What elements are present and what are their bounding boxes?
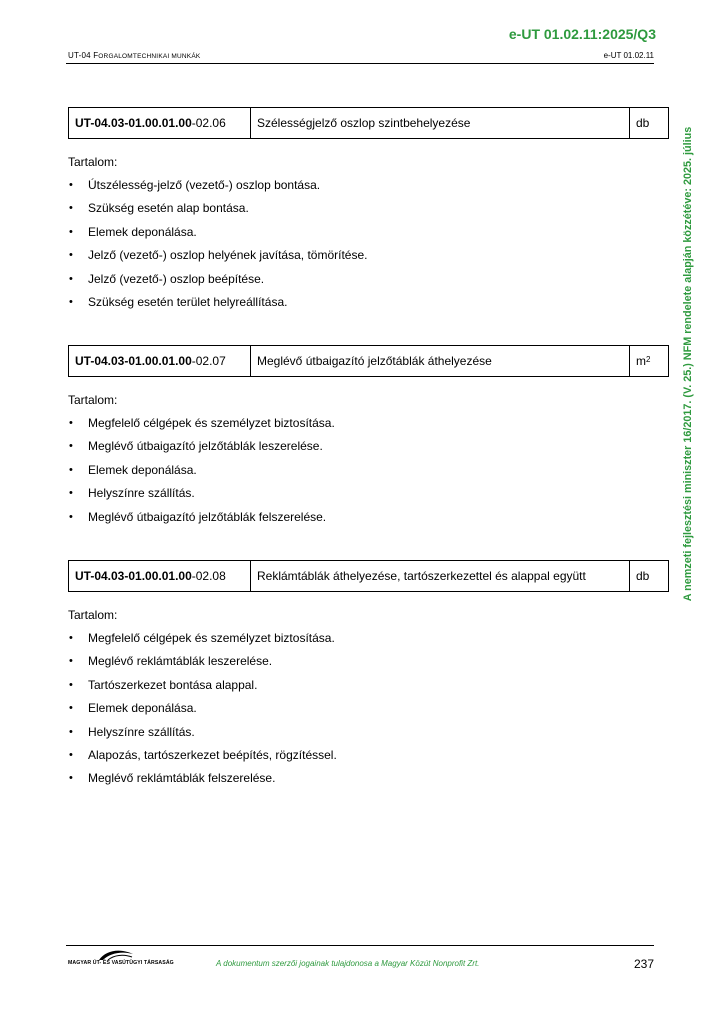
item-unit-value: m — [636, 354, 646, 368]
content-list — [68, 177, 367, 317]
header-section-title — [68, 51, 200, 60]
header-doc-ref: e-UT 01.02.11 — [603, 51, 654, 60]
page-number: 237 — [633, 957, 654, 971]
item-code-suffix: -02.08 — [191, 569, 226, 583]
item-code-main: UT-04.03-01.00.01.00 — [75, 569, 192, 583]
footer-rule — [66, 945, 654, 946]
list-item: • Helyszínre szállítás. — [68, 485, 335, 508]
item-unit — [630, 561, 668, 591]
content-block — [68, 153, 367, 317]
content-label: Tartalom: — [68, 155, 118, 169]
item-code-main: UT-04.03-01.00.01.00 — [75, 116, 192, 130]
list-item: • Elemek deponálása. — [68, 224, 367, 247]
list-item: • Megfelelő célgépek és személyzet biztosítása. — [68, 630, 337, 653]
item-unit: m $^2$ — [636, 354, 651, 368]
item-code — [69, 346, 251, 376]
item-code — [69, 561, 251, 591]
side-publication-note-text: A nemzeti fejlesztési miniszter 16/2017. (V. 25.) NFM rendelete alapján közzétéve: 2025. július — [682, 126, 694, 602]
footer-logo — [68, 948, 174, 970]
list-item: • Jelző (vezető-) oszlop helyének javítása, tömörítése. — [68, 247, 367, 270]
content-label: Tartalom: — [68, 393, 118, 407]
header-section-prefix: UT-04 F — [68, 51, 99, 60]
item-unit — [630, 108, 668, 138]
list-item: • Meglévő reklámtáblák felszerelése. — [68, 770, 337, 793]
item-description: Meglévő útbaigazító jelzőtáblák áthelyezése — [251, 346, 630, 376]
item-description: Szélességjelző oszlop szintbehelyezése — [251, 108, 630, 138]
header-section-rest: ORGALOMTECHNIKAI MUNKÁK — [98, 53, 201, 60]
header-rule — [66, 63, 654, 64]
footer-logo-text: MAGYAR ÚT- ÉS VASÚTÜGYI TÁRSASÁG — [68, 960, 174, 966]
list-item: • Elemek deponálása. — [68, 700, 337, 723]
list-item: • Meglévő reklámtáblák leszerelése. — [68, 653, 337, 676]
content-block — [68, 606, 337, 794]
item-table — [68, 345, 669, 377]
content-list — [68, 630, 337, 794]
content-list — [68, 415, 335, 532]
list-item: • Alapozás, tartószerkezet beépítés, rögzítéssel. — [68, 747, 337, 770]
document-code: e-UT 01.02.11:2025/Q3 — [508, 26, 656, 42]
content-label: Tartalom: — [68, 608, 118, 622]
footer-copyright: A dokumentum szerzői jogainak tulajdonosa a Magyar Közút Nonprofit Zrt. — [216, 959, 480, 968]
list-item: • Helyszínre szállítás. — [68, 724, 337, 747]
item-code-suffix: -02.07 — [191, 354, 226, 368]
side-publication-note — [681, 98, 695, 630]
list-item: • Tartószerkezet bontása alappal. — [68, 677, 337, 700]
item-unit-value: db — [636, 116, 650, 130]
list-item: • Jelző (vezető-) oszlop beépítése. — [68, 271, 367, 294]
item-unit-value: db — [636, 569, 650, 583]
item-table — [68, 560, 669, 592]
item-code-suffix: -02.06 — [191, 116, 226, 130]
list-item: • Útszélesség-jelző (vezető-) oszlop bontása. — [68, 177, 367, 200]
list-item: • Elemek deponálása. — [68, 462, 335, 485]
item-code-main: UT-04.03-01.00.01.00 — [75, 354, 192, 368]
list-item: • Meglévő útbaigazító jelzőtáblák felszerelése. — [68, 509, 335, 532]
list-item: • Megfelelő célgépek és személyzet biztosítása. — [68, 415, 335, 438]
content-block — [68, 391, 335, 532]
list-item: • Meglévő útbaigazító jelzőtáblák leszerelése. — [68, 438, 335, 461]
item-table — [68, 107, 669, 139]
item-description: Reklámtáblák áthelyezése, tartószerkezettel és alappal együtt — [251, 561, 630, 591]
list-item: • Szükség esetén terület helyreállítása. — [68, 294, 367, 317]
item-code — [69, 108, 251, 138]
list-item: • Szükség esetén alap bontása. — [68, 200, 367, 223]
